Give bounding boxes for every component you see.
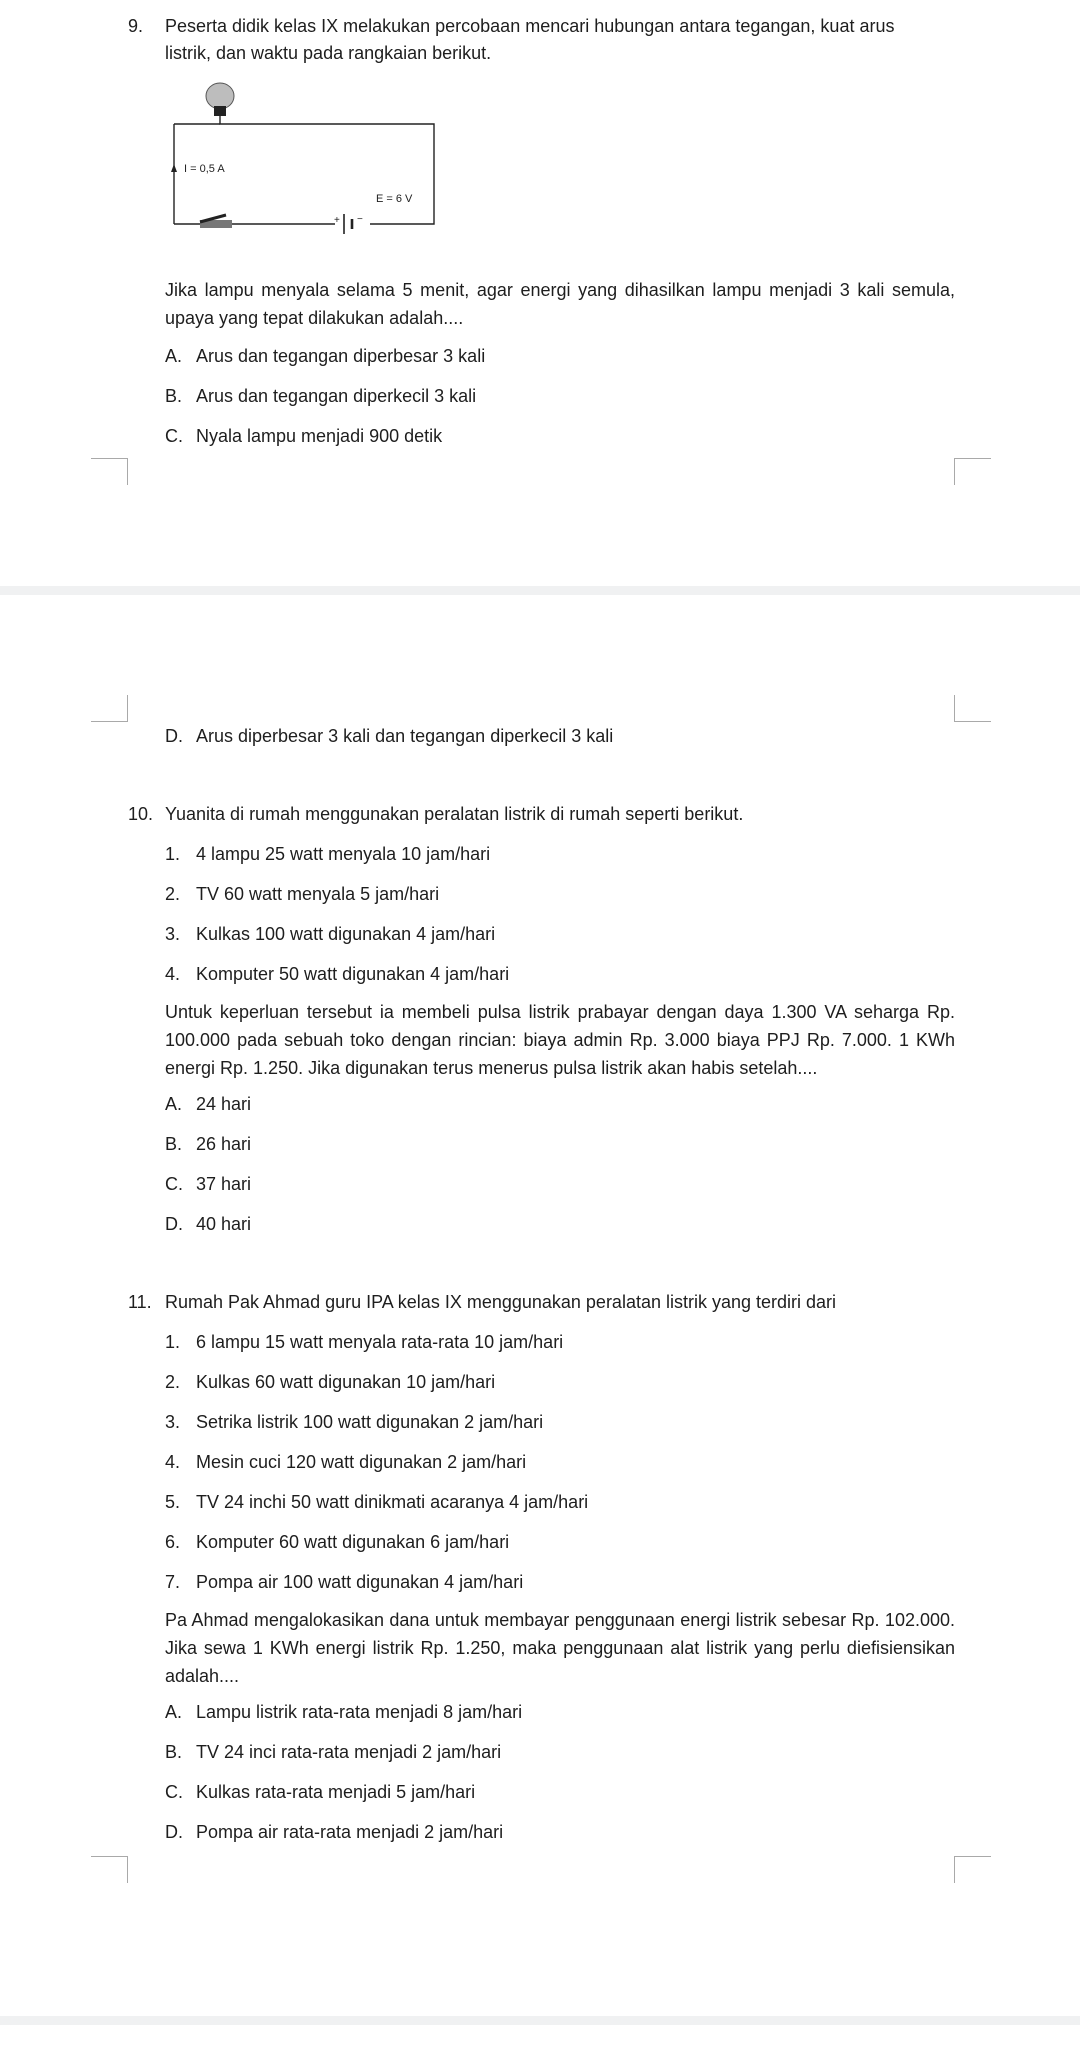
item-number: 5. bbox=[165, 1492, 181, 1512]
option-letter: A. bbox=[165, 1702, 183, 1722]
option-letter: B. bbox=[165, 1742, 183, 1762]
option-letter: C. bbox=[165, 1782, 183, 1802]
item-number: 1. bbox=[165, 1332, 181, 1352]
option-letter: B. bbox=[165, 1134, 183, 1154]
option-text: Lampu listrik rata-rata menjadi 8 jam/hari bbox=[196, 1702, 523, 1722]
battery-minus-label: − bbox=[357, 214, 363, 225]
circuit-diagram bbox=[160, 78, 450, 238]
page-corner-mark bbox=[91, 695, 128, 722]
current-label: I = 0,5 A bbox=[184, 163, 225, 175]
option-letter: B. bbox=[165, 386, 183, 406]
option-text: Pompa air rata-rata menjadi 2 jam/hari bbox=[196, 1822, 504, 1842]
list-item: Kulkas 60 watt digunakan 10 jam/hari bbox=[196, 1372, 496, 1392]
question-number: 10. bbox=[128, 804, 154, 824]
question-stem: Yuanita di rumah menggunakan peralatan listrik di rumah seperti berikut. bbox=[165, 804, 744, 824]
question-stem-line: listrik, dan waktu pada rangkaian berikut. bbox=[165, 43, 492, 63]
option-letter: D. bbox=[165, 726, 183, 746]
lamp-icon bbox=[206, 83, 234, 116]
list-item: Setrika listrik 100 watt digunakan 2 jam/hari bbox=[196, 1412, 544, 1432]
option-letter: C. bbox=[165, 1174, 183, 1194]
item-number: 2. bbox=[165, 884, 181, 904]
list-item: TV 60 watt menyala 5 jam/hari bbox=[196, 884, 440, 904]
question-number: 11. bbox=[128, 1292, 152, 1312]
list-item: 4 lampu 25 watt menyala 10 jam/hari bbox=[196, 844, 491, 864]
item-number: 4. bbox=[165, 1452, 181, 1472]
page-corner-mark bbox=[954, 458, 991, 485]
list-item: Mesin cuci 120 watt digunakan 2 jam/hari bbox=[196, 1452, 527, 1472]
option-text: Arus diperbesar 3 kali dan tegangan diperkecil 3 kali bbox=[196, 726, 614, 746]
page-corner-mark bbox=[954, 1856, 991, 1883]
item-number: 1. bbox=[165, 844, 181, 864]
switch-icon bbox=[200, 215, 232, 228]
option-letter: C. bbox=[165, 426, 183, 446]
question-text: Jika lampu menyala selama 5 menit, agar energi yang dihasilkan lampu menjadi 3 kali semula, upaya yang tepat dilakukan adalah.... bbox=[165, 280, 955, 328]
item-number: 7. bbox=[165, 1572, 181, 1592]
current-arrow-icon bbox=[171, 164, 177, 172]
list-item: Pompa air 100 watt digunakan 4 jam/hari bbox=[196, 1572, 524, 1592]
question-stem-line: Peserta didik kelas IX melakukan percobaan mencari hubungan antara tegangan, kuat arus bbox=[165, 16, 895, 36]
option-text: 40 hari bbox=[196, 1214, 252, 1234]
page-corner-mark bbox=[954, 695, 991, 722]
list-item: 6 lampu 15 watt menyala rata-rata 10 jam/hari bbox=[196, 1332, 564, 1352]
item-number: 3. bbox=[165, 1412, 181, 1432]
option-letter: D. bbox=[165, 1822, 183, 1842]
option-letter: A. bbox=[165, 1094, 183, 1114]
item-number: 6. bbox=[165, 1532, 181, 1552]
battery-plus-label: + bbox=[334, 215, 340, 226]
option-text: Arus dan tegangan diperbesar 3 kali bbox=[196, 346, 486, 366]
question-number: 9. bbox=[128, 16, 144, 36]
question-text: Pa Ahmad mengalokasikan dana untuk membayar penggunaan energi listrik sebesar Rp. 102.000. Jika sewa 1 KWh energi listrik Rp. 1.250, maka penggunaan alat listrik yang perlu diefisiensikan adalah.... bbox=[165, 1610, 955, 1686]
page-corner-mark bbox=[91, 1856, 128, 1883]
page-corner-mark bbox=[91, 458, 128, 485]
option-letter: D. bbox=[165, 1214, 183, 1234]
option-text: 24 hari bbox=[196, 1094, 252, 1114]
page-separator bbox=[0, 2016, 1080, 2025]
option-text: Arus dan tegangan diperkecil 3 kali bbox=[196, 386, 477, 406]
option-text: 26 hari bbox=[196, 1134, 252, 1154]
option-letter: A. bbox=[165, 346, 183, 366]
item-number: 4. bbox=[165, 964, 181, 984]
option-text: Nyala lampu menjadi 900 detik bbox=[196, 426, 443, 446]
battery-icon bbox=[344, 214, 352, 234]
list-item: Komputer 60 watt digunakan 6 jam/hari bbox=[196, 1532, 510, 1552]
question-text: Untuk keperluan tersebut ia membeli pulsa listrik prabayar dengan daya 1.300 VA seharga Rp. 100.000 pada sebuah toko dengan rincian: biaya admin Rp. 3.000 biaya PPJ Rp. 7.000. 1 KWh energi Rp. 1.250. Jika digunakan terus menerus pulsa listrik akan habis setelah.... bbox=[165, 1002, 955, 1078]
page-separator bbox=[0, 586, 1080, 595]
list-item: Kulkas 100 watt digunakan 4 jam/hari bbox=[196, 924, 496, 944]
list-item: TV 24 inchi 50 watt dinikmati acaranya 4 jam/hari bbox=[196, 1492, 589, 1512]
list-item: Komputer 50 watt digunakan 4 jam/hari bbox=[196, 964, 510, 984]
option-text: Kulkas rata-rata menjadi 5 jam/hari bbox=[196, 1782, 476, 1802]
item-number: 2. bbox=[165, 1372, 181, 1392]
option-text: TV 24 inci rata-rata menjadi 2 jam/hari bbox=[196, 1742, 502, 1762]
question-stem: Rumah Pak Ahmad guru IPA kelas IX menggunakan peralatan listrik yang terdiri dari bbox=[165, 1292, 837, 1312]
voltage-label: E = 6 V bbox=[376, 193, 413, 205]
item-number: 3. bbox=[165, 924, 181, 944]
option-text: 37 hari bbox=[196, 1174, 252, 1194]
